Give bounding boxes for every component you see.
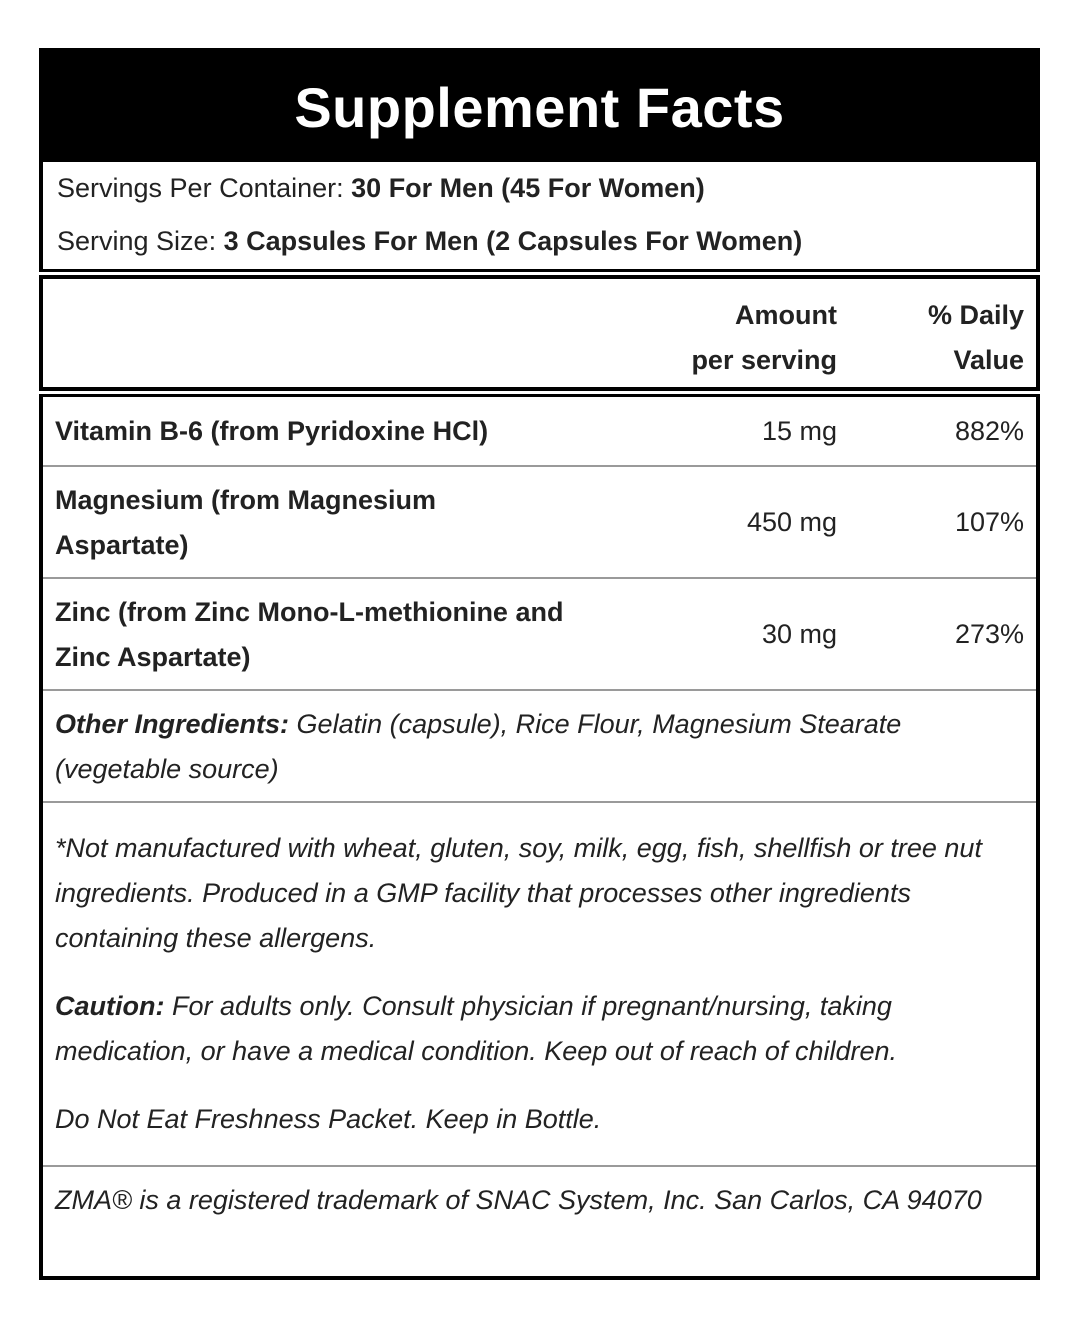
dv-header-line2: Value [953, 345, 1024, 375]
amount-header-line1: Amount [735, 300, 837, 330]
amount-header-line2: per serving [691, 345, 837, 375]
label-notes [43, 803, 1036, 1167]
nutrient-amount: 450 mg [746, 507, 837, 537]
nutrient-amount: 15 mg [761, 416, 837, 446]
servings-per-container [43, 162, 1036, 215]
nutrient-row-magnesium [43, 467, 1036, 579]
other-ingredients-label: Other Ingredients: [55, 709, 290, 739]
servings-per-container-label: Servings Per Container: [57, 173, 344, 203]
nutrient-row-zinc [43, 579, 1036, 691]
caution-label: Caution: [55, 991, 165, 1021]
allergen-note: *Not manufactured with wheat, gluten, soy, milk, egg, fish, shellfish or tree nut ingredients. Produced in a GMP facility that processes other ingredients containing these allergens. [55, 833, 982, 953]
nutrient-daily-value: 882% [954, 416, 1024, 446]
servings-per-container-value: 30 For Men (45 For Women) [351, 173, 705, 203]
dv-header-line1: % Daily [927, 300, 1024, 330]
nutrient-name: Vitamin B-6 (from Pyridoxine HCl) [55, 416, 489, 446]
supplement-facts-header [39, 48, 1040, 272]
column-header [39, 275, 1040, 391]
serving-size-value: 3 Capsules For Men (2 Capsules For Women) [223, 226, 803, 256]
nutrient-amount: 30 mg [761, 619, 837, 649]
other-ingredients [43, 691, 1036, 803]
nutrient-daily-value: 107% [954, 507, 1024, 537]
nutrient-daily-value: 273% [954, 619, 1024, 649]
nutrient-name: Magnesium (from Magnesium Aspartate) [55, 485, 437, 560]
amount-column-header [617, 293, 837, 383]
daily-value-column-header [864, 293, 1024, 383]
nutrient-name: Zinc (from Zinc Mono-L-methionine and Zinc Aspartate) [55, 597, 564, 672]
serving-size-label: Serving Size: [57, 226, 217, 256]
nutrient-row-vitamin-b6 [43, 397, 1036, 467]
caution-note [55, 984, 1024, 1074]
caution-text: For adults only. Consult physician if pregnant/nursing, taking medication, or have a medical condition. Keep out of reach of children. [55, 991, 897, 1066]
trademark-note: ZMA® is a registered trademark of SNAC System, Inc. San Carlos, CA 94070 [55, 1185, 982, 1215]
nutrient-panel [39, 394, 1040, 1280]
panel-title: Supplement Facts [43, 52, 1036, 162]
other-ingredients-text: Gelatin (capsule), Rice Flour, Magnesium Stearate (vegetable source) [55, 709, 902, 784]
freshness-note: Do Not Eat Freshness Packet. Keep in Bottle. [55, 1104, 602, 1134]
serving-size [43, 215, 1036, 268]
